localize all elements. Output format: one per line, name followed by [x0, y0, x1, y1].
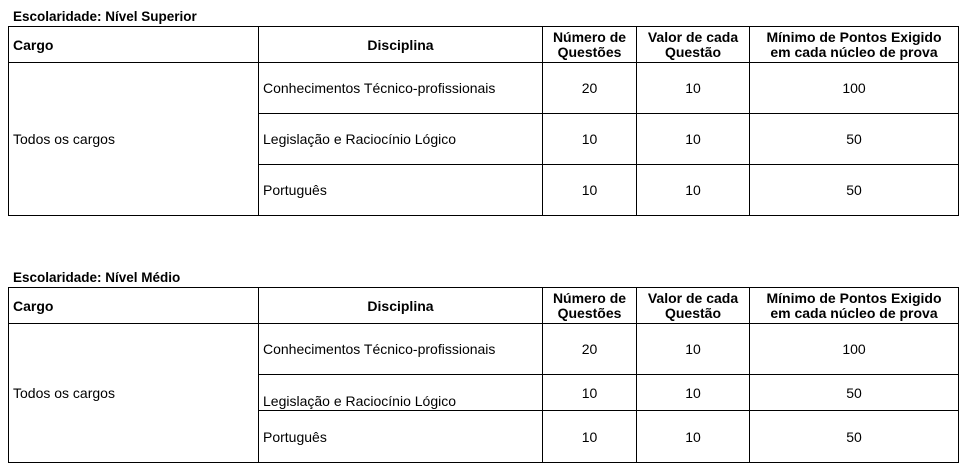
header-disciplina: Disciplina: [259, 288, 543, 324]
header-line: Questões: [557, 304, 622, 321]
disciplina-cell: Português: [259, 411, 543, 463]
header-line: Número de: [552, 289, 627, 306]
section-title: Escolaridade: Nível Superior: [13, 9, 197, 24]
table-row: [9, 63, 959, 114]
cargo-cell: Todos os cargos: [9, 63, 259, 216]
header-line: Valor de cada: [647, 28, 739, 45]
header-line: Mínimo de Pontos Exigido: [766, 289, 942, 306]
header-line: Questões: [557, 43, 622, 60]
requirements-table: [8, 26, 959, 216]
minimo-cell: 50: [750, 375, 959, 411]
minimo-cell: 50: [750, 114, 959, 165]
header-line: Número de: [552, 28, 627, 45]
header-line: em cada núcleo de prova: [770, 43, 938, 60]
valor-cell: 10: [637, 411, 750, 463]
requirements-table: [8, 287, 959, 463]
disciplina-text: Legislação e Raciocínio Lógico: [263, 392, 457, 409]
valor-cell: 10: [637, 324, 750, 375]
header-minimo-pontos: [750, 27, 959, 63]
header-cargo: Cargo: [9, 288, 259, 324]
numero-cell: 10: [543, 375, 637, 411]
header-line: Questão: [664, 304, 721, 321]
valor-cell: 10: [637, 375, 750, 411]
valor-cell: 10: [637, 165, 750, 216]
numero-cell: 10: [543, 165, 637, 216]
table-header-row: [9, 27, 959, 63]
valor-cell: 10: [637, 63, 750, 114]
numero-cell: 20: [543, 324, 637, 375]
header-valor-questao: [637, 288, 750, 324]
header-minimo-pontos: [750, 288, 959, 324]
numero-cell: 10: [543, 411, 637, 463]
table-header-row: [9, 288, 959, 324]
section-title: Escolaridade: Nível Médio: [13, 270, 181, 285]
minimo-cell: 100: [750, 63, 959, 114]
header-numero-questoes: [543, 27, 637, 63]
cargo-cell: Todos os cargos: [9, 324, 259, 463]
header-line: Mínimo de Pontos Exigido: [766, 28, 942, 45]
table-row: [9, 324, 959, 375]
numero-cell: 20: [543, 63, 637, 114]
minimo-cell: 100: [750, 324, 959, 375]
valor-cell: 10: [637, 114, 750, 165]
header-valor-questao: [637, 27, 750, 63]
disciplina-cell: Conhecimentos Técnico-profissionais: [259, 324, 543, 375]
disciplina-cell: Conhecimentos Técnico-profissionais: [259, 63, 543, 114]
header-disciplina: Disciplina: [259, 27, 543, 63]
disciplina-cell: Legislação e Raciocínio Lógico: [259, 114, 543, 165]
numero-cell: 10: [543, 114, 637, 165]
disciplina-cell: Português: [259, 165, 543, 216]
disciplina-cell: [259, 375, 543, 411]
header-numero-questoes: [543, 288, 637, 324]
header-line: Valor de cada: [647, 289, 739, 306]
minimo-cell: 50: [750, 411, 959, 463]
header-line: Questão: [664, 43, 721, 60]
header-cargo: Cargo: [9, 27, 259, 63]
header-line: em cada núcleo de prova: [770, 304, 938, 321]
minimo-cell: 50: [750, 165, 959, 216]
